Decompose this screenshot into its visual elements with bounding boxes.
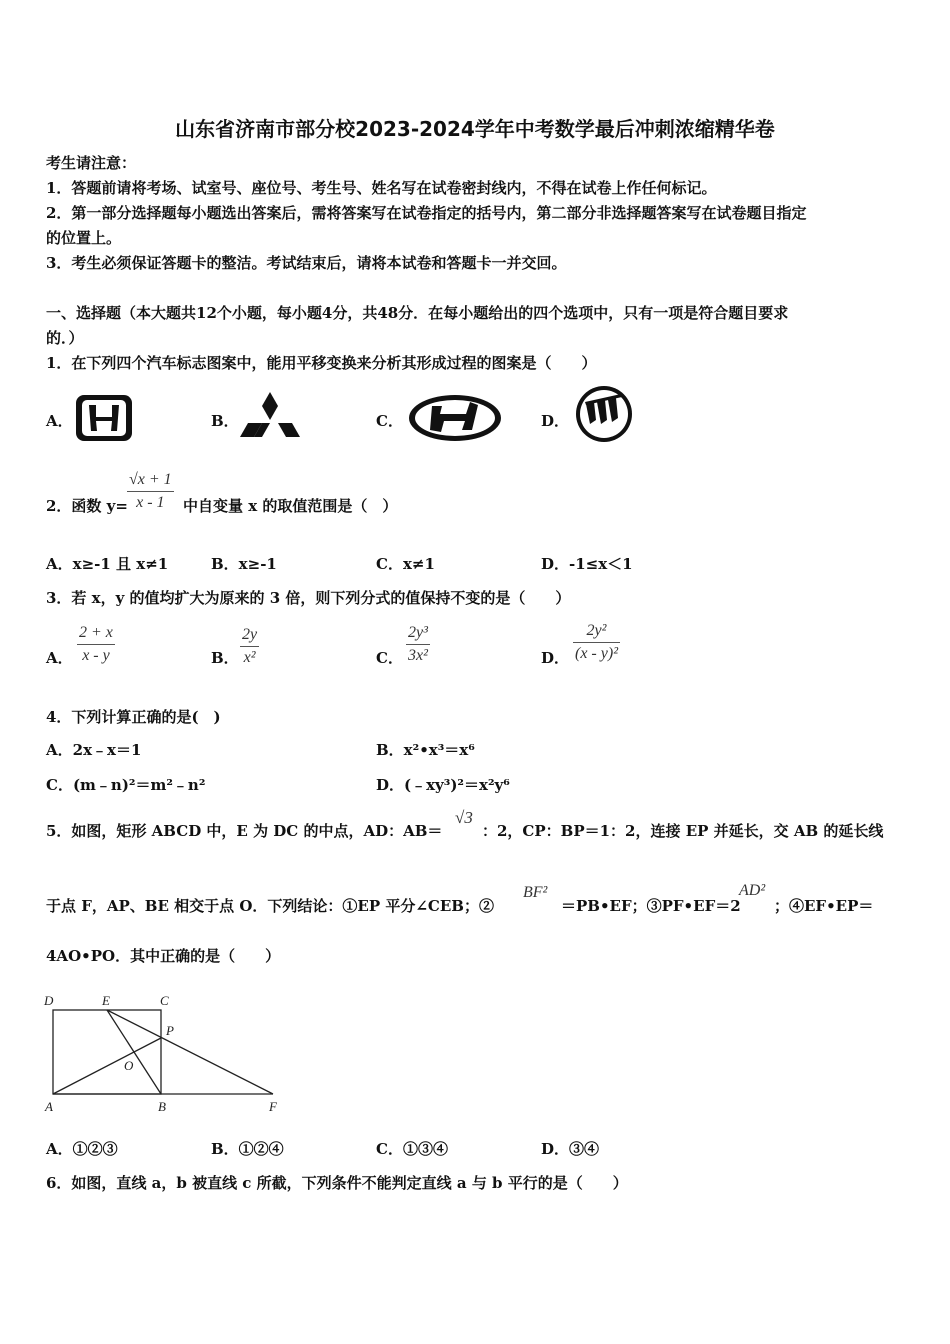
mitsubishi-logo-icon — [240, 390, 300, 444]
q4-option-d: D．(﹣xy³)²＝x²y⁶ — [376, 776, 510, 794]
q3-option-d-label: D． — [541, 649, 570, 667]
q4-option-b: B．x²•x³＝x⁶ — [376, 741, 475, 759]
q3-fraction-d — [573, 622, 620, 663]
q5-line2a: 于点 F，AP、BE 相交于点 O．下列结论：①EP 平分∠CEB；② — [46, 897, 494, 915]
q5-line1b: ：2，CP：BP＝1：2，连接 EP 并延长，交 AB 的延长线 — [482, 822, 884, 840]
q3-b-numerator: 2y — [242, 626, 258, 643]
q1-option-c-label: C． — [376, 412, 403, 430]
q5-bf-squared: BF² — [523, 884, 548, 901]
q3-option-c-label: C． — [376, 649, 403, 667]
page-title: 山东省济南市部分校2023-2024学年中考数学最后冲刺浓缩精华卷 — [175, 117, 775, 141]
q2-prefix: 2．函数 y= — [46, 497, 128, 515]
q1-option-d-label: D． — [541, 412, 570, 430]
q5-sqrt3: √3 — [455, 808, 473, 827]
buick-logo-icon — [574, 384, 634, 444]
q3-c-numerator: 2y³ — [408, 624, 428, 641]
q1-stem: 1．在下列四个汽车标志图案中，能用平移变换来分析其形成过程的图案是（ ） — [46, 354, 597, 372]
q1-option-a-label: A． — [46, 412, 73, 430]
point-label-b: B — [158, 1099, 166, 1114]
honda-logo-icon — [74, 393, 134, 443]
q3-a-numerator: 2 + x — [79, 624, 113, 641]
q3-fraction-b — [240, 626, 259, 667]
q3-option-b-label: B． — [211, 649, 239, 667]
q3-stem: 3．若 x，y 的值均扩大为原来的 3 倍，则下列分式的值保持不变的是（ ） — [46, 589, 571, 607]
q2-numerator: √x + 1 — [129, 471, 172, 488]
q2-option-c: C．x≠1 — [376, 555, 435, 573]
q4-stem: 4．下列计算正确的是( ) — [46, 708, 221, 726]
q2-denominator: x - 1 — [127, 491, 174, 512]
section-heading-cont: 的．） — [46, 329, 84, 347]
q1-option-b-label: B． — [211, 412, 239, 430]
notice-item: 3．考生必须保证答题卡的整洁。考试结束后，请将本试卷和答题卡一并交回。 — [46, 254, 567, 272]
q5-option-b: B．①②④ — [211, 1140, 284, 1158]
point-label-d: D — [44, 993, 54, 1008]
notice-item: 1．答题前请将考场、试室号、座位号、考生号、姓名写在试卷密封线内，不得在试卷上作任何标记。 — [46, 179, 717, 197]
hyundai-logo-icon — [406, 392, 504, 444]
q2-suffix: 中自变量 x 的取值范围是（ ） — [183, 497, 398, 515]
q5-option-c: C．①③④ — [376, 1140, 448, 1158]
q3-c-denominator: 3x² — [406, 644, 430, 665]
q3-fraction-c — [406, 624, 430, 665]
q6-stem: 6．如图，直线 a，b 被直线 c 所截，下列条件不能判定直线 a 与 b 平行的是（ ） — [46, 1174, 628, 1192]
q3-option-a-label: A． — [46, 649, 73, 667]
q5-line2c: ；④EF•EP＝ — [774, 897, 874, 915]
point-label-p: P — [166, 1023, 174, 1038]
q5-ad-squared: AD² — [739, 882, 766, 899]
point-label-o: O — [124, 1058, 134, 1073]
point-label-f: F — [269, 1099, 277, 1114]
notice-item: 的位置上。 — [46, 229, 122, 247]
q5-geometry-figure — [40, 990, 290, 1118]
notice-heading: 考生请注意： — [46, 154, 137, 172]
q4-option-a: A．2x﹣x＝1 — [46, 741, 142, 759]
point-label-e: E — [102, 993, 110, 1008]
q5-option-a: A．①②③ — [46, 1140, 118, 1158]
q5-line1a: 5．如图，矩形 ABCD 中，E 为 DC 的中点，AD：AB＝ — [46, 822, 443, 840]
q3-d-denominator: (x - y)² — [573, 642, 620, 663]
point-label-a: A — [45, 1099, 53, 1114]
section-heading: 一、选择题（本大题共12个小题，每小题4分，共48分．在每小题给出的四个选项中，只有一项是符合题目要求 — [46, 304, 789, 322]
q3-d-numerator: 2y² — [586, 622, 607, 639]
q3-fraction-a — [77, 624, 115, 665]
q5-line3: 4AO•PO．其中正确的是（ ） — [46, 947, 281, 965]
q3-a-denominator: x - y — [77, 644, 115, 665]
q2-option-b: B．x≥-1 — [211, 555, 277, 573]
q3-b-denominator: x² — [240, 646, 259, 667]
point-label-c: C — [160, 993, 169, 1008]
q2-option-d: D．-1≤x＜1 — [541, 555, 633, 573]
q2-option-a: A．x≥-1 且 x≠1 — [46, 555, 169, 573]
q4-option-c: C．(m﹣n)²＝m²﹣n² — [46, 776, 206, 794]
notice-item: 2．第一部分选择题每小题选出答案后，需将答案写在试卷指定的括号内，第二部分非选择题答案写在试卷题目指定 — [46, 204, 807, 222]
q5-option-d: D．③④ — [541, 1140, 600, 1158]
q2-fraction — [127, 471, 174, 512]
q5-line2b: ＝PB•EF；③PF•EF＝2 — [561, 897, 741, 915]
